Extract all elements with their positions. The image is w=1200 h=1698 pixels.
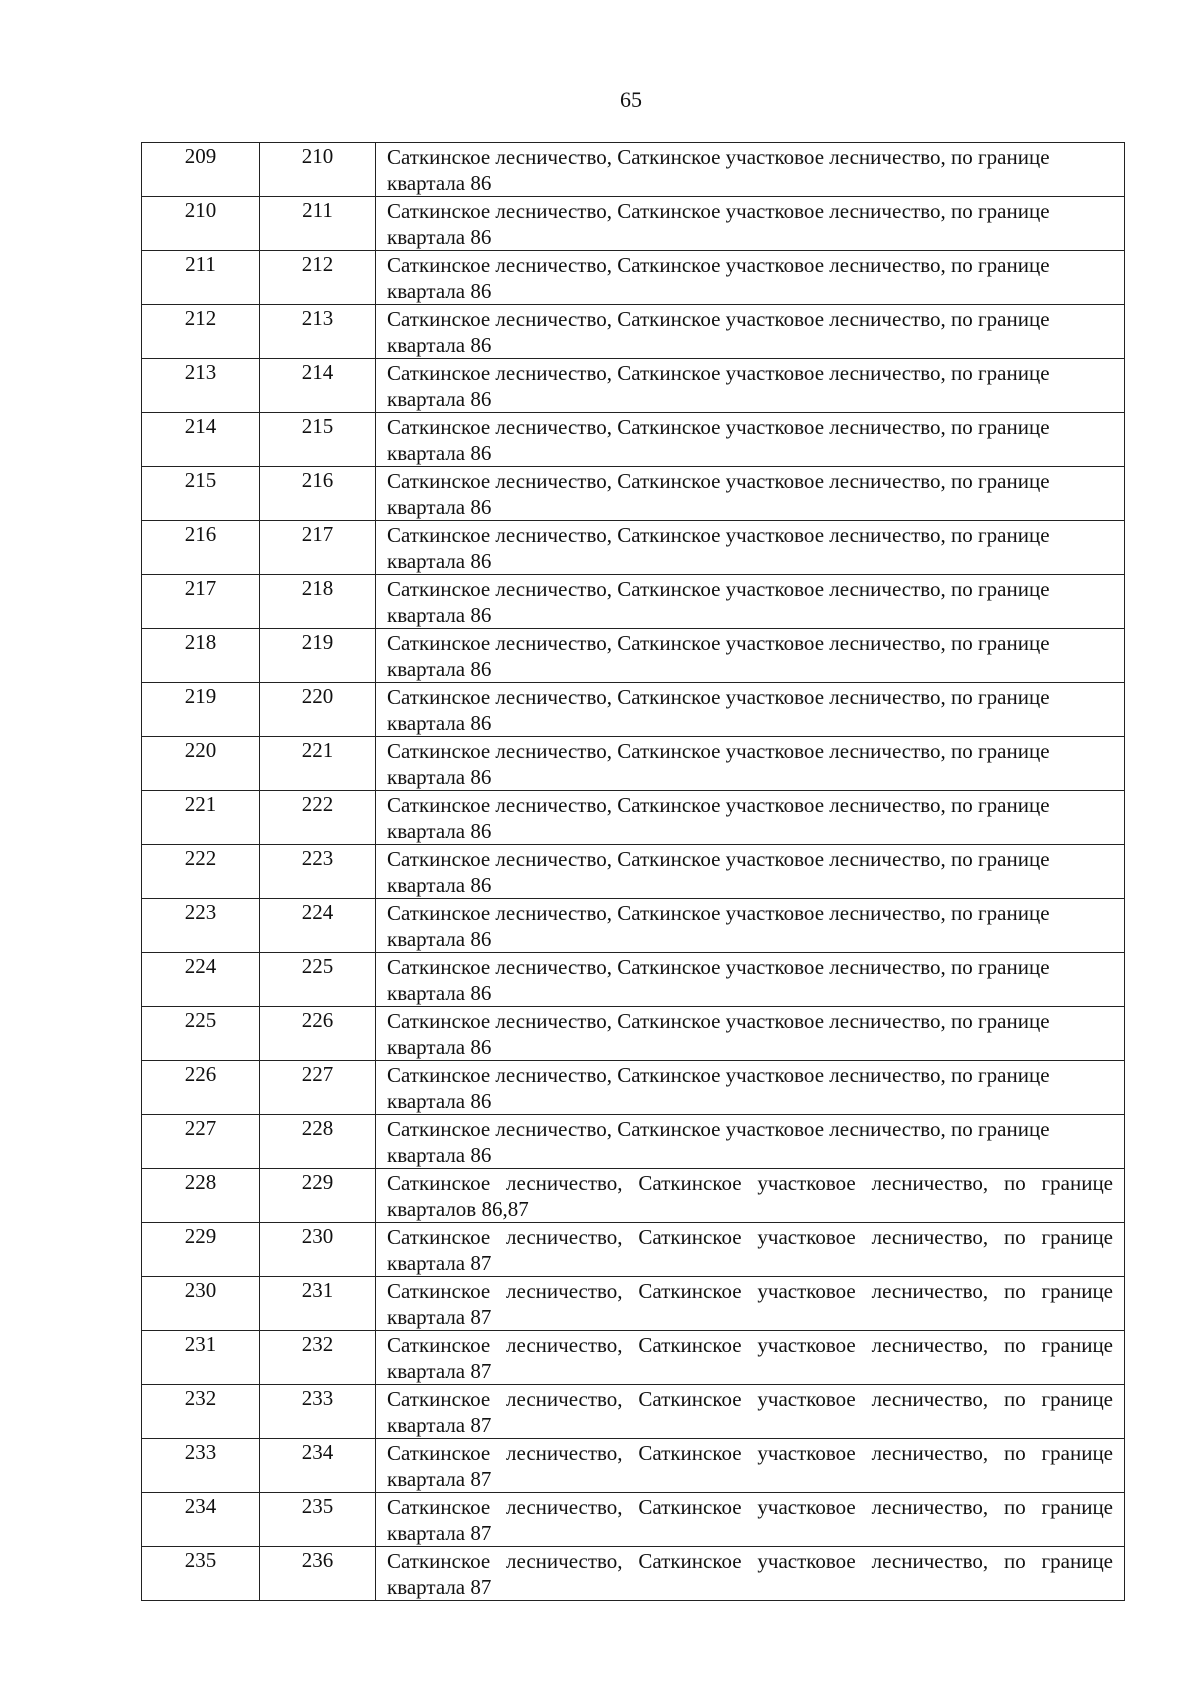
table-row [142,1331,1125,1385]
boundary-description-cell: Саткинское лесничество, Саткинское участковое лесничество, по границе квартала 87 [376,1277,1125,1331]
point-from-cell: 232 [142,1385,260,1439]
boundary-description-cell: Саткинское лесничество, Саткинское участковое лесничество, по границе квартала 87 [376,1547,1125,1601]
point-to-cell: 235 [260,1493,376,1547]
table-row [142,899,1125,953]
point-from-cell: 213 [142,359,260,413]
boundary-description-cell: Саткинское лесничество, Саткинское участковое лесничество, по границе квартала 86 [376,629,1125,683]
point-to-cell: 224 [260,899,376,953]
point-from-cell: 227 [142,1115,260,1169]
boundary-description-cell: Саткинское лесничество, Саткинское участковое лесничество, по границе квартала 86 [376,791,1125,845]
point-from-cell: 221 [142,791,260,845]
point-to-cell: 214 [260,359,376,413]
table-row [142,1169,1125,1223]
point-from-cell: 230 [142,1277,260,1331]
boundary-description-cell: Саткинское лесничество, Саткинское участковое лесничество, по границе квартала 87 [376,1223,1125,1277]
boundary-description-cell: Саткинское лесничество, Саткинское участковое лесничество, по границе квартала 86 [376,413,1125,467]
boundary-description-cell: Саткинское лесничество, Саткинское участковое лесничество, по границе квартала 86 [376,359,1125,413]
point-to-cell: 213 [260,305,376,359]
table-row [142,1277,1125,1331]
boundary-description-cell: Саткинское лесничество, Саткинское участковое лесничество, по границе квартала 87 [376,1493,1125,1547]
point-from-cell: 224 [142,953,260,1007]
table-row [142,197,1125,251]
point-to-cell: 221 [260,737,376,791]
table-row [142,413,1125,467]
table-row [142,305,1125,359]
boundary-table [141,142,1125,1601]
point-to-cell: 231 [260,1277,376,1331]
point-to-cell: 218 [260,575,376,629]
point-from-cell: 229 [142,1223,260,1277]
point-from-cell: 226 [142,1061,260,1115]
boundary-description-cell: Саткинское лесничество, Саткинское участковое лесничество, по границе квартала 86 [376,737,1125,791]
boundary-description-cell: Саткинское лесничество, Саткинское участковое лесничество, по границе квартала 86 [376,953,1125,1007]
table-row [142,1007,1125,1061]
point-from-cell: 216 [142,521,260,575]
point-to-cell: 232 [260,1331,376,1385]
point-from-cell: 214 [142,413,260,467]
point-from-cell: 217 [142,575,260,629]
point-from-cell: 219 [142,683,260,737]
point-to-cell: 220 [260,683,376,737]
point-to-cell: 210 [260,143,376,197]
point-to-cell: 234 [260,1439,376,1493]
table-row [142,683,1125,737]
boundary-description-cell: Саткинское лесничество, Саткинское участковое лесничество, по границе квартала 87 [376,1331,1125,1385]
point-to-cell: 236 [260,1547,376,1601]
point-to-cell: 233 [260,1385,376,1439]
boundary-description-cell: Саткинское лесничество, Саткинское участковое лесничество, по границе квартала 87 [376,1439,1125,1493]
table-row [142,1385,1125,1439]
point-to-cell: 229 [260,1169,376,1223]
point-to-cell: 223 [260,845,376,899]
boundary-description-cell: Саткинское лесничество, Саткинское участковое лесничество, по границе квартала 86 [376,899,1125,953]
point-from-cell: 233 [142,1439,260,1493]
boundary-description-cell: Саткинское лесничество, Саткинское участковое лесничество, по границе квартала 86 [376,1007,1125,1061]
point-from-cell: 215 [142,467,260,521]
point-to-cell: 211 [260,197,376,251]
table-row [142,1223,1125,1277]
boundary-description-cell: Саткинское лесничество, Саткинское участковое лесничество, по границе квартала 86 [376,683,1125,737]
point-to-cell: 227 [260,1061,376,1115]
boundary-description-cell: Саткинское лесничество, Саткинское участковое лесничество, по границе квартала 86 [376,521,1125,575]
boundary-description-cell: Саткинское лесничество, Саткинское участковое лесничество, по границе квартала 86 [376,197,1125,251]
table-row [142,1547,1125,1601]
page-number: 65 [620,87,642,112]
point-from-cell: 231 [142,1331,260,1385]
table-row [142,1439,1125,1493]
boundary-description-cell: Саткинское лесничество, Саткинское участковое лесничество, по границе квартала 86 [376,305,1125,359]
table-row [142,467,1125,521]
table-row [142,953,1125,1007]
point-to-cell: 216 [260,467,376,521]
point-from-cell: 228 [142,1169,260,1223]
point-from-cell: 209 [142,143,260,197]
point-to-cell: 215 [260,413,376,467]
point-to-cell: 212 [260,251,376,305]
table-row [142,359,1125,413]
point-from-cell: 218 [142,629,260,683]
table-row [142,143,1125,197]
table-row [142,521,1125,575]
point-to-cell: 230 [260,1223,376,1277]
table-row [142,1493,1125,1547]
boundary-description-cell: Саткинское лесничество, Саткинское участковое лесничество, по границе квартала 86 [376,1115,1125,1169]
boundary-description-cell: Саткинское лесничество, Саткинское участковое лесничество, по границе кварталов 86,87 [376,1169,1125,1223]
point-from-cell: 223 [142,899,260,953]
table-row [142,629,1125,683]
point-to-cell: 226 [260,1007,376,1061]
boundary-description-cell: Саткинское лесничество, Саткинское участковое лесничество, по границе квартала 86 [376,575,1125,629]
boundary-description-cell: Саткинское лесничество, Саткинское участковое лесничество, по границе квартала 86 [376,143,1125,197]
table-row [142,575,1125,629]
point-from-cell: 234 [142,1493,260,1547]
point-from-cell: 225 [142,1007,260,1061]
table-row [142,251,1125,305]
table-row [142,1061,1125,1115]
point-to-cell: 217 [260,521,376,575]
point-from-cell: 212 [142,305,260,359]
point-to-cell: 228 [260,1115,376,1169]
point-from-cell: 222 [142,845,260,899]
point-to-cell: 219 [260,629,376,683]
boundary-description-cell: Саткинское лесничество, Саткинское участковое лесничество, по границе квартала 86 [376,251,1125,305]
boundary-description-cell: Саткинское лесничество, Саткинское участковое лесничество, по границе квартала 86 [376,845,1125,899]
point-to-cell: 225 [260,953,376,1007]
point-from-cell: 210 [142,197,260,251]
point-from-cell: 220 [142,737,260,791]
table-row [142,737,1125,791]
table-row [142,1115,1125,1169]
point-to-cell: 222 [260,791,376,845]
boundary-description-cell: Саткинское лесничество, Саткинское участковое лесничество, по границе квартала 86 [376,1061,1125,1115]
boundary-description-cell: Саткинское лесничество, Саткинское участковое лесничество, по границе квартала 86 [376,467,1125,521]
table-row [142,845,1125,899]
point-from-cell: 235 [142,1547,260,1601]
table-row [142,791,1125,845]
point-from-cell: 211 [142,251,260,305]
boundary-description-cell: Саткинское лесничество, Саткинское участковое лесничество, по границе квартала 87 [376,1385,1125,1439]
table-body [142,143,1125,1601]
